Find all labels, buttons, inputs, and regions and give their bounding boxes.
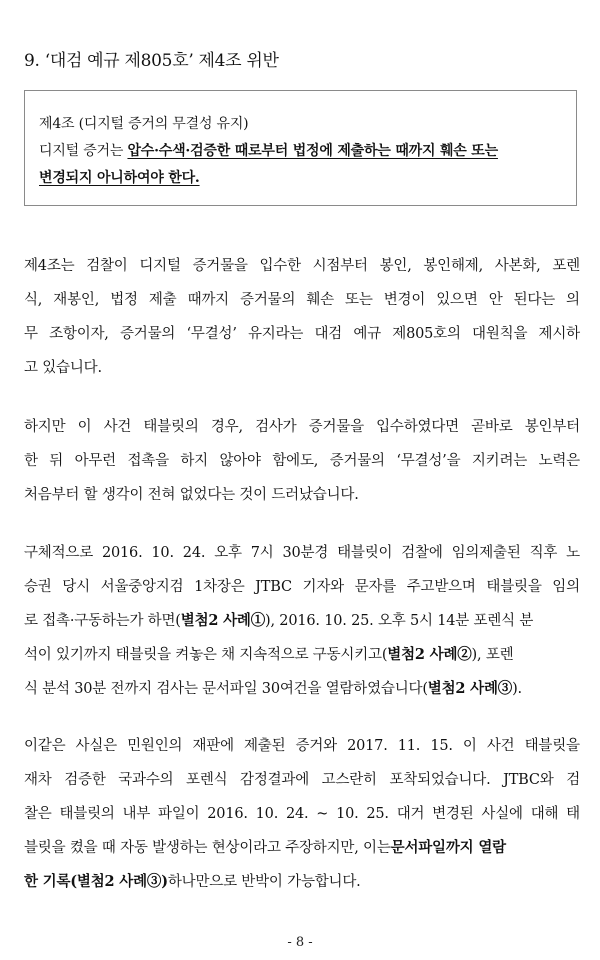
word: 10. — [151, 545, 174, 561]
word: 대원칙을 — [472, 326, 528, 342]
word: 사실에 — [481, 806, 523, 822]
word: 아무런 — [74, 453, 116, 469]
word: 검사가 — [255, 419, 297, 435]
word: 당시 — [62, 579, 90, 595]
paragraph-line — [24, 763, 580, 797]
text-run: ). — [512, 681, 522, 697]
paragraph-line — [24, 831, 580, 865]
word: 증거물을 — [192, 258, 248, 274]
word: 포착되었습니다. — [389, 772, 491, 788]
word: 노력은 — [538, 453, 580, 469]
word: 사건 — [103, 419, 132, 435]
word: 봉인, — [379, 258, 412, 274]
paragraph-line — [24, 570, 580, 604]
word: 2017. — [347, 738, 388, 754]
emphasis-text: 한 기록(별첨2 사례③) — [24, 873, 168, 890]
word: 무 — [24, 326, 38, 342]
word: 태 — [566, 806, 580, 822]
paragraph-line — [24, 536, 580, 570]
word: 서울중앙지검 — [100, 579, 184, 595]
text-run: 석이 있기까지 태블릿을 켜놓은 채 지속적으로 구동시키고( — [24, 647, 388, 663]
word: 노 — [566, 545, 580, 561]
paragraph-4 — [24, 729, 580, 899]
word: 7시 — [250, 545, 274, 561]
word: 제시하 — [538, 326, 580, 342]
emphasis-text: 문서파일까지 열람 — [390, 839, 506, 856]
word: 또는 — [345, 292, 373, 308]
word: 증거물의 — [119, 326, 176, 342]
word: 사실은 — [75, 738, 117, 754]
paragraph-line — [24, 317, 580, 351]
word: 재판에 — [192, 738, 234, 754]
word: 재차 — [24, 772, 52, 788]
paragraph-line — [24, 797, 580, 831]
word: 검찰이 — [86, 258, 128, 274]
regulation-text-line-1 — [39, 138, 562, 165]
word: 된다는 — [513, 292, 555, 308]
word: 접촉을 — [127, 453, 169, 469]
word: 제출된 — [244, 738, 286, 754]
word: 대검 — [314, 326, 343, 342]
word: 민원인의 — [127, 738, 183, 754]
word: 있으면 — [436, 292, 478, 308]
word: 변경된 — [432, 806, 474, 822]
word: 10. — [336, 806, 359, 822]
word: 11. — [397, 738, 421, 754]
word: 24. — [285, 806, 309, 822]
word: 경우, — [210, 419, 243, 435]
regulation-text-prefix: 디지털 증거는 — [39, 143, 128, 159]
word: 2016. — [207, 806, 248, 822]
word: ~ — [316, 806, 329, 822]
paragraph-line — [24, 672, 580, 706]
word: 하지 — [180, 453, 208, 469]
paragraph-line — [24, 444, 580, 478]
word: 하지만 — [24, 419, 66, 435]
word: ‘무결성’ — [186, 326, 237, 342]
word: 25. — [366, 806, 389, 822]
word: 내부 — [122, 806, 151, 822]
word: 승권 — [24, 579, 52, 595]
word: 이 — [462, 738, 477, 754]
word: 임의제출된 — [451, 545, 521, 561]
word: 대해 — [530, 806, 559, 822]
word: 임의 — [552, 579, 580, 595]
word: 제4조는 — [24, 258, 75, 274]
word: 예규 — [353, 326, 382, 342]
regulation-article-title: 제4조 (디지털 증거의 무결성 유지) — [39, 116, 249, 132]
word: 포렌 — [552, 258, 580, 274]
word: 뒤 — [49, 453, 64, 469]
paragraph-line — [24, 604, 580, 638]
word: 안 — [488, 292, 503, 308]
word: 곧바로 — [471, 419, 513, 435]
word: 태블릿을 — [524, 738, 580, 754]
word: 유지라는 — [248, 326, 304, 342]
text-run: 식 분석 30분 전까지 검사는 문서파일 30여건을 열람하였습니다( — [24, 681, 428, 697]
word: 디지털 — [139, 258, 181, 274]
word: 의 — [566, 292, 580, 308]
word: 재봉인, — [53, 292, 100, 308]
paragraph-line: 처음부터 할 생각이 전혀 없었다는 것이 드러났습니다. — [24, 487, 359, 503]
text-run: 로 접촉·구동하는가 하면( — [24, 613, 181, 629]
paragraph-1 — [24, 249, 580, 385]
paragraph-line — [24, 865, 580, 899]
word: 증거와 — [295, 738, 337, 754]
paragraph-line — [24, 410, 580, 444]
word: 사본화, — [494, 258, 541, 274]
word: 이같은 — [24, 738, 66, 754]
word: 1차장은 — [194, 579, 245, 595]
paragraph-line: 고 있습니다. — [24, 360, 102, 376]
word: 2016. — [101, 545, 143, 561]
annex-reference: 별첨2 사례① — [180, 612, 266, 629]
paragraph-line — [24, 638, 580, 672]
word: ‘무결성’을 — [396, 453, 461, 469]
word: 감정결과에 — [240, 772, 310, 788]
word: 제출 — [148, 292, 177, 308]
word: 훼손 — [306, 292, 334, 308]
word: 태블릿의 — [143, 419, 199, 435]
word: 파일이 — [158, 806, 200, 822]
annex-reference: 별첨2 사례③ — [427, 680, 513, 697]
word: 10. — [255, 806, 279, 822]
paragraph-3 — [24, 536, 580, 706]
word: 증거물의 — [329, 453, 385, 469]
word: 고스란히 — [321, 772, 377, 788]
word: 증거물의 — [240, 292, 296, 308]
text-run: 블릿을 켰을 때 자동 발생하는 현상이라고 주장하지만, 이는 — [24, 840, 391, 856]
regulation-text-emphasis: 압수·수색·검증한 때로부터 법정에 제출하는 때까지 훼손 또는 — [127, 143, 498, 159]
word: 지키려는 — [471, 453, 528, 469]
word: 국과수의 — [118, 772, 174, 788]
word: 15. — [430, 738, 453, 754]
word: 때까지 — [187, 292, 229, 308]
word: 문자를 — [354, 579, 397, 595]
paragraph-2 — [24, 410, 580, 512]
word: 찰은 — [24, 806, 52, 822]
word: 식, — [24, 292, 43, 308]
word: 한 — [24, 453, 38, 469]
word: 입수한 — [259, 258, 301, 274]
word: 사건 — [486, 738, 515, 754]
word: 직후 — [529, 545, 558, 561]
word: 변경이 — [383, 292, 426, 308]
paragraph-line — [24, 283, 580, 317]
word: 태블릿을 — [486, 579, 542, 595]
text-run: ), 포렌 — [471, 647, 514, 663]
word: 증거물을 — [308, 419, 364, 435]
word: 포렌식 — [186, 772, 228, 788]
word: 대거 — [396, 806, 425, 822]
regulation-text-emphasis-end: 변경되지 아니하여야 한다. — [39, 170, 200, 186]
word: 법정 — [110, 292, 138, 308]
text-run: 하나만으로 반박이 가능합니다. — [167, 874, 361, 890]
word: 태블릿이 — [337, 545, 393, 561]
word: JTBC와 — [503, 772, 554, 788]
paragraph-line — [24, 729, 580, 763]
regulation-text-line-2 — [39, 165, 562, 192]
word: 시점부터 — [312, 258, 368, 274]
word: 태블릿의 — [59, 806, 115, 822]
word: 이 — [77, 419, 92, 435]
word: 봉인부터 — [524, 419, 580, 435]
word: 기자와 — [302, 579, 344, 595]
word: 검 — [566, 772, 580, 788]
word: 봉인해제, — [423, 258, 483, 274]
word: 구체적으로 — [24, 545, 94, 561]
text-run: ), 2016. 10. 25. 오후 5시 14분 포렌식 분 — [265, 613, 534, 629]
word: 입수하였다면 — [376, 419, 459, 435]
word: 24. — [182, 545, 206, 561]
word: 함에도, — [272, 453, 319, 469]
word: 않아야 — [219, 453, 261, 469]
word: 오후 — [214, 545, 242, 561]
word: 검증한 — [64, 772, 106, 788]
word: 주고받으며 — [406, 579, 476, 595]
regulation-quote-box — [24, 90, 577, 206]
word: 제805호의 — [392, 326, 461, 342]
annex-reference: 별첨2 사례② — [387, 646, 472, 663]
page-number: - 8 - — [287, 935, 313, 950]
word: 검찰에 — [401, 545, 443, 561]
section-heading: 9. ‘대검 예규 제805호’ 제4조 위반 — [24, 51, 279, 71]
paragraph-line — [24, 249, 580, 283]
word: JTBC — [255, 579, 292, 595]
word: 조항이자, — [49, 326, 109, 342]
word: 30분경 — [282, 545, 329, 561]
